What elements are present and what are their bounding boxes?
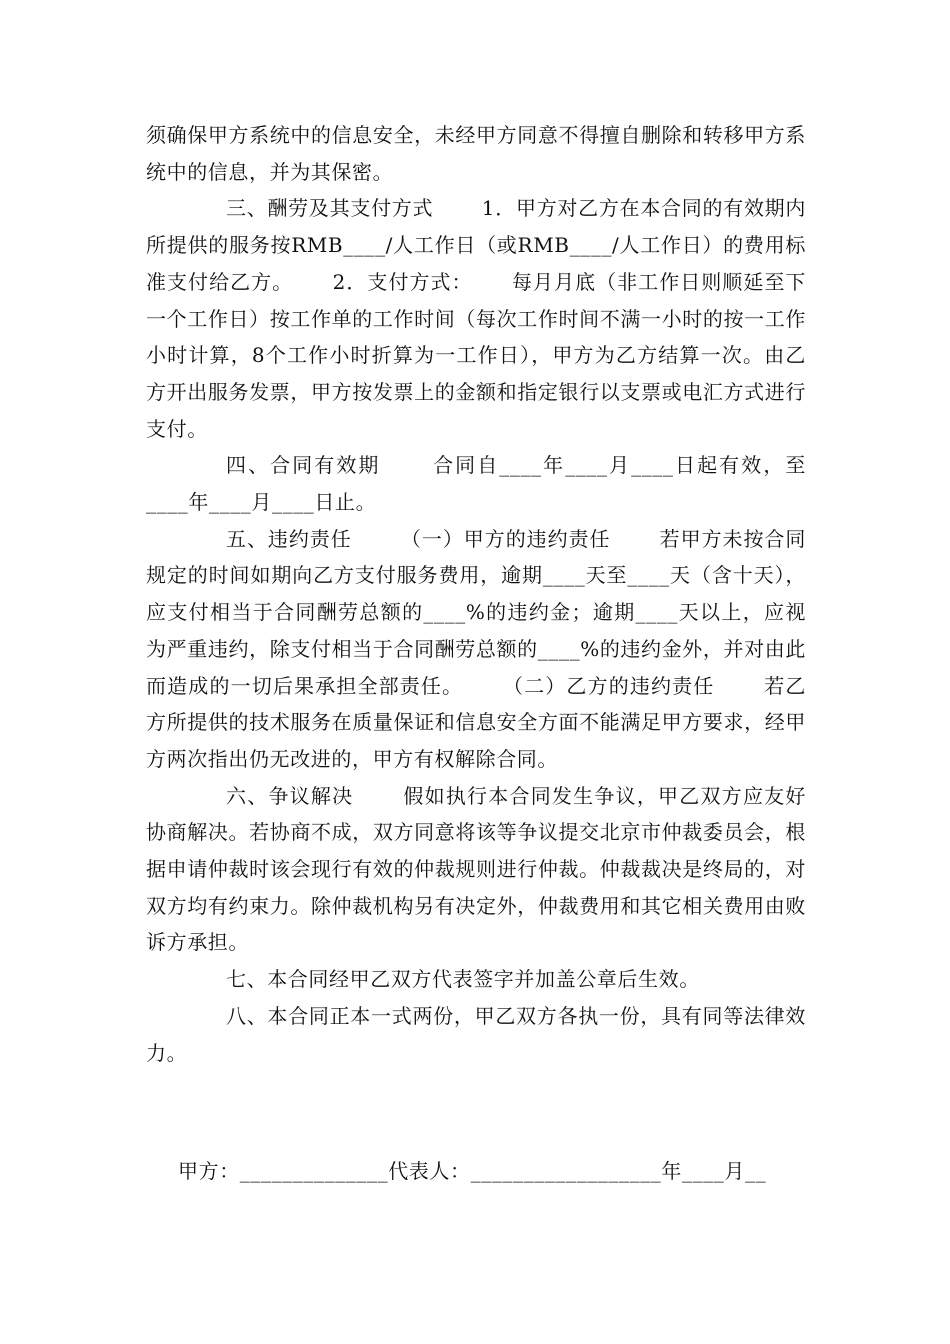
paragraph-dispute-resolution: 六、争议解决 假如执行本合同发生争议，甲乙双方应友好协商解决。若协商不成，双方同意将该等争议提交北京市仲裁委员会，根据申请仲裁时该会现行有效的仲裁规则进行仲裁。仲裁裁决是终局的，对双方均有约束力。除仲裁机构另有决定外，仲裁费用和其它相关费用由败诉方承担。	[146, 783, 806, 955]
paragraph-effectiveness: 七、本合同经甲乙双方代表签字并加盖公章后生效。	[226, 967, 700, 992]
paragraph-breach-liability: 五、违约责任 （一）甲方的违约责任 若甲方未按合同规定的时间如期向乙方支付服务费用，逾期____天至____天（含十天），应支付相当于合同酬劳总额的____%的违约金；逾期____天以上，应视为严重违约，除支付相当于合同酬劳总额的____%的违约金外，并对由此而造成的一切后果承担全部责任。 （二）乙方的违约责任 若乙方所提供的技术服务在质量保证和信息安全方面不能满足甲方要求，经甲方两次指出仍无改进的，甲方有权解除合同。	[146, 526, 806, 771]
signature-line: 甲方：______________代表人：__________________年____月__	[178, 1159, 767, 1183]
paragraph-contract-validity: 四、合同有效期 合同自____年____月____日起有效，至____年____月____日止。	[146, 453, 806, 515]
paragraph-remuneration-payment: 三、酬劳及其支付方式 1．甲方对乙方在本合同的有效期内所提供的服务按RMB____/人工作日（或RMB____/人工作日）的费用标准支付给乙方。 2．支付方式： 每月月底（非工作日则顺延至下一个工作日）按工作单的工作时间（每次工作时间不满一小时的按一工作小时计算，8个工作小时折算为一工作日），甲方为乙方结算一次。由乙方开出服务发票，甲方按发票上的金额和指定银行以支票或电汇方式进行支付。	[146, 196, 806, 441]
contract-body	[146, 117, 806, 1071]
paragraph-confidentiality-continuation: 须确保甲方系统中的信息安全，未经甲方同意不得擅自删除和转移甲方系统中的信息，并为其保密。	[146, 123, 806, 184]
paragraph-counterparts: 八、本合同正本一式两份，甲乙双方各执一份，具有同等法律效力。	[146, 1003, 806, 1065]
